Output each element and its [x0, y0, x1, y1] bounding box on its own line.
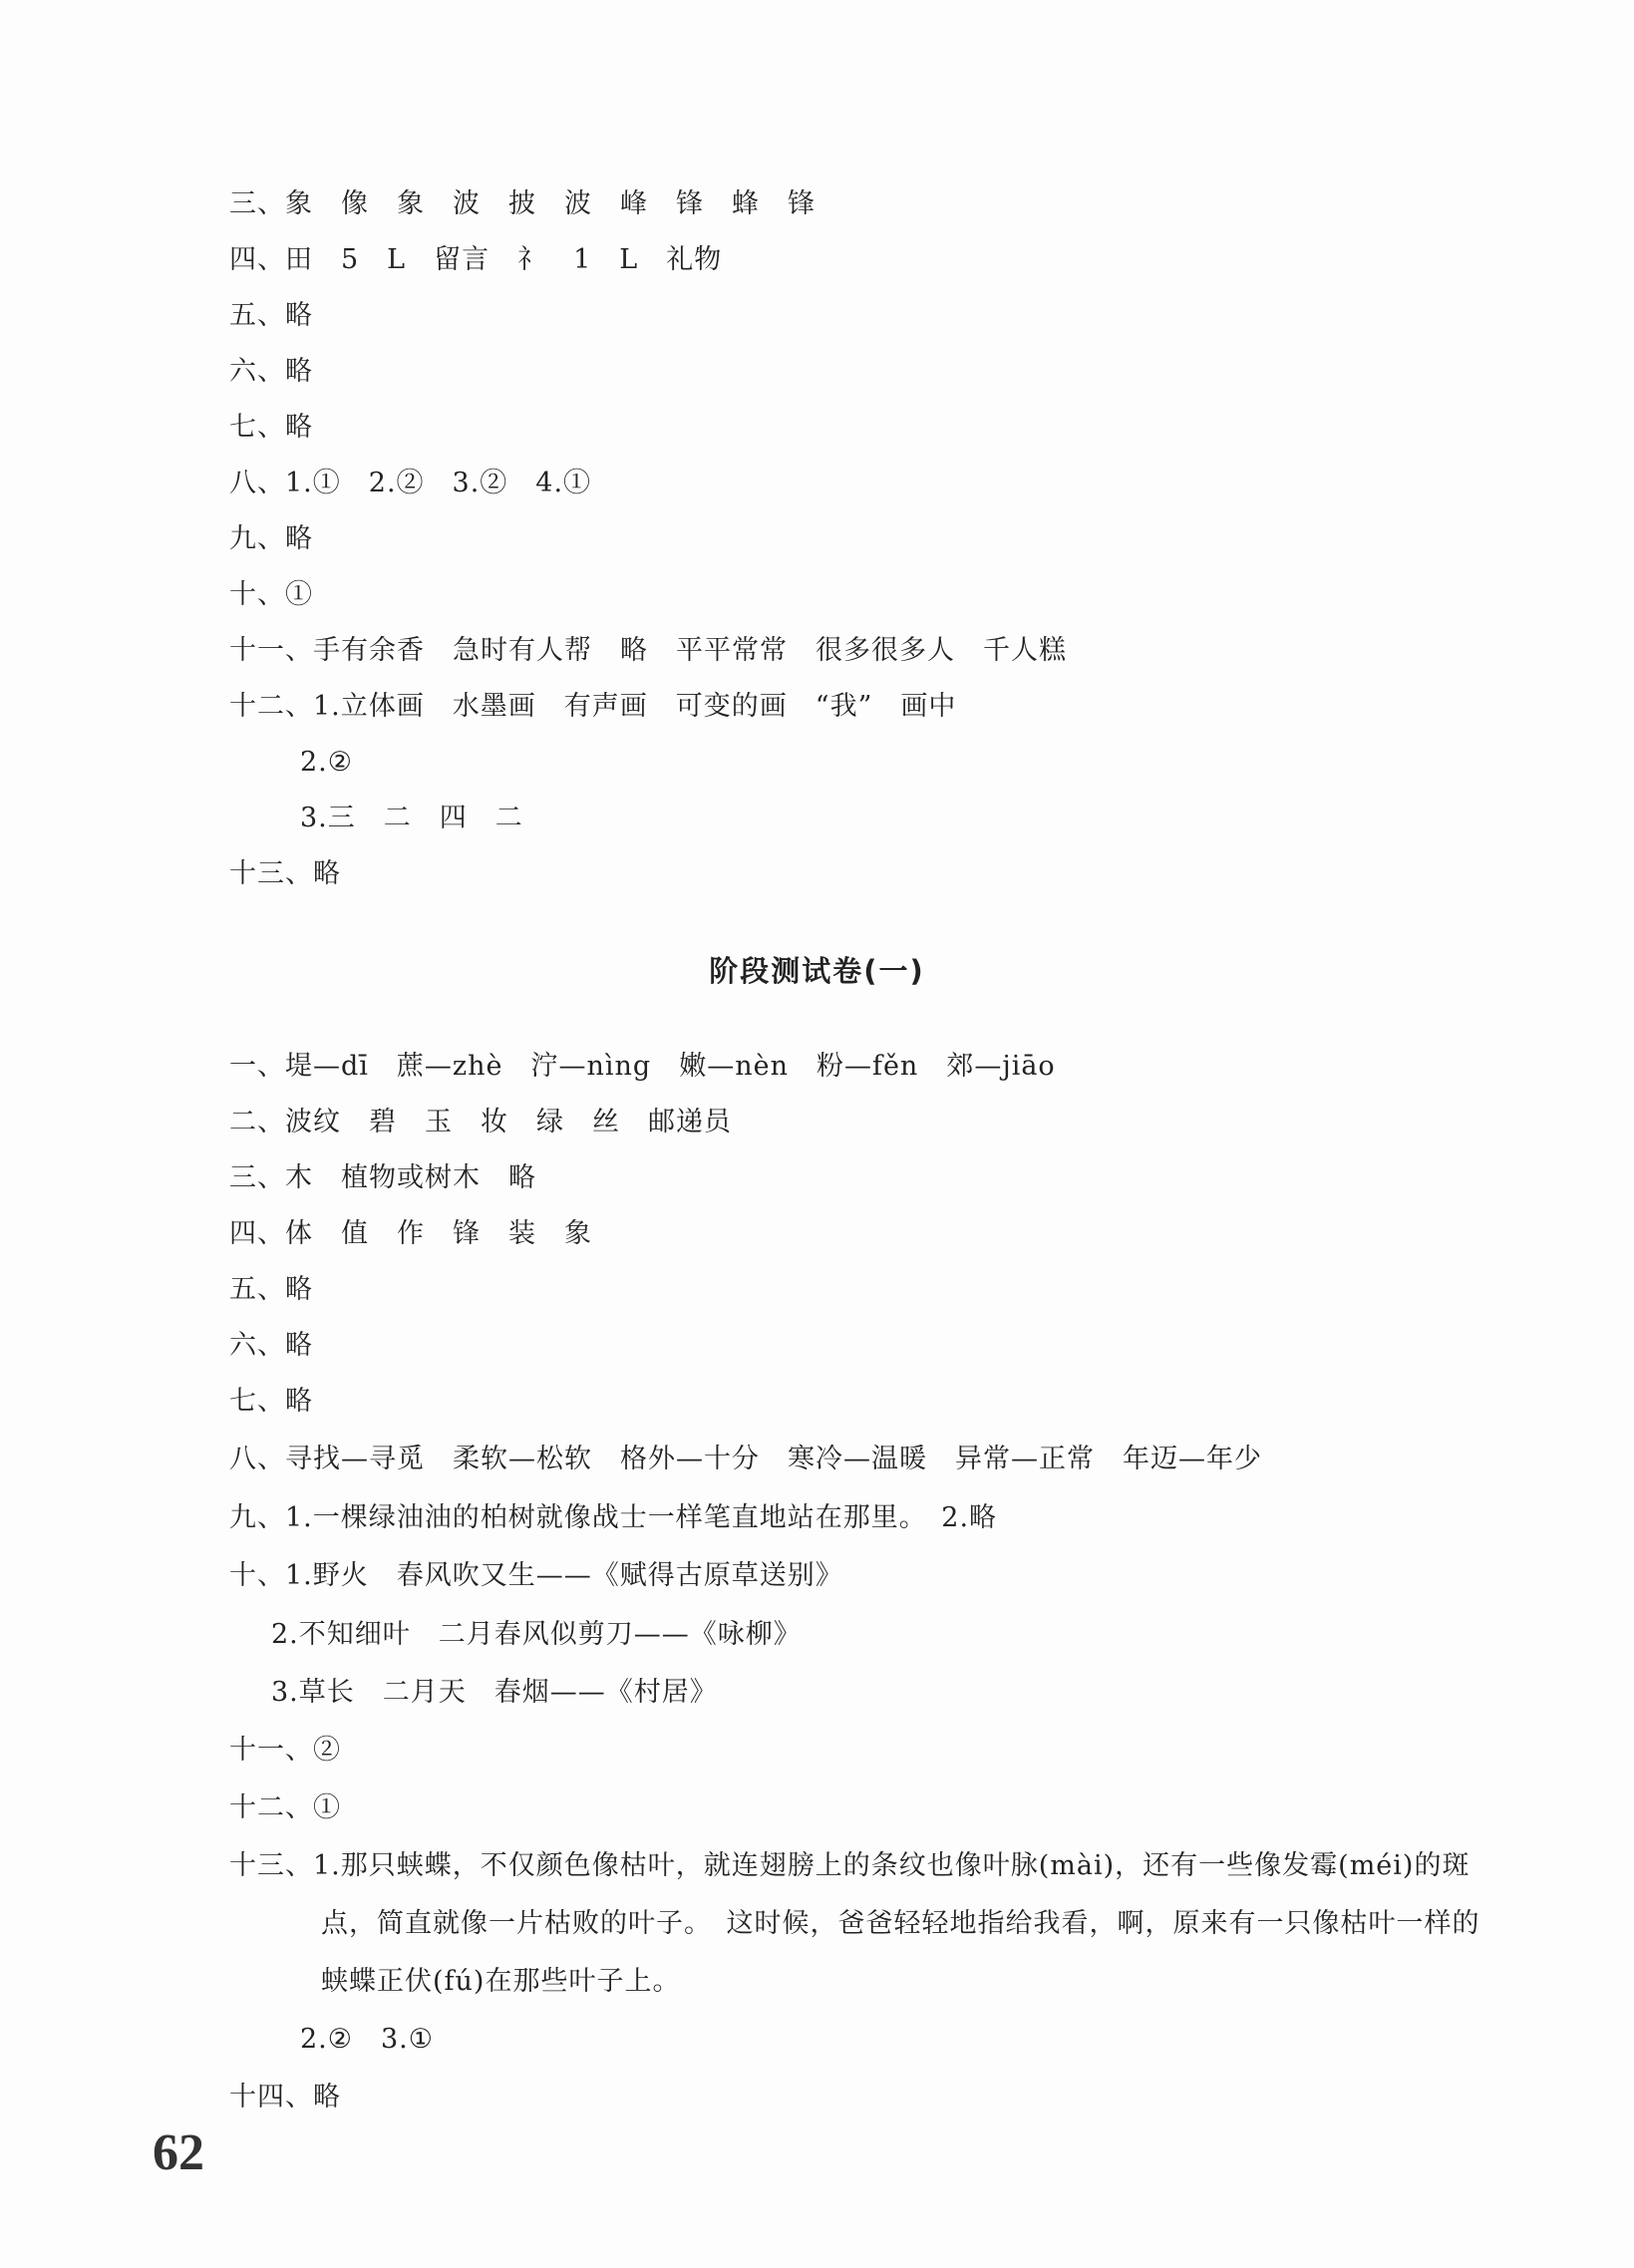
- test-line-3: 三、木 植物或树木 略: [229, 1162, 536, 1193]
- test-line-12: 十二、①: [229, 1792, 341, 1823]
- test-line-13-sub: 2.② 3.①: [300, 2024, 434, 2055]
- answer-line-11: 十一、手有余香 急时有人帮 略 平平常常 很多很多人 千人糕: [229, 635, 1067, 666]
- answer-line-12-3: 3.三 二 四 二: [300, 803, 523, 833]
- test-line-7: 七、略: [229, 1386, 313, 1417]
- test-line-13-1: 十三、1.那只蛱蝶，不仅颜色像枯叶，就连翅膀上的条纹也像叶脉(mài)，还有一些像发霉(méi)的斑: [229, 1850, 1471, 1881]
- test-line-5: 五、略: [229, 1274, 313, 1305]
- test-line-10-2: 2.不知细叶 二月春风似剪刀——《咏柳》: [271, 1619, 802, 1650]
- answer-line-7: 七、略: [229, 412, 313, 443]
- answer-line-12-2: 2.②: [300, 747, 353, 778]
- answer-line-6: 六、略: [229, 356, 313, 387]
- test-line-10: 十、1.野火 春风吹又生——《赋得古原草送别》: [229, 1560, 843, 1591]
- section-title: 阶段测试卷(一): [709, 954, 925, 988]
- test-line-1: 一、堤—dī 蔗—zhè 泞—nìng 嫩—nèn 粉—fěn 郊—jiāo: [229, 1051, 1056, 1082]
- answer-line-9: 九、略: [229, 523, 313, 554]
- answer-line-4: 四、田 5 L 留言 礻 1 L 礼物: [229, 244, 723, 275]
- test-line-4: 四、体 值 作 锋 装 象: [229, 1218, 592, 1249]
- answer-line-8: 八、1.① 2.② 3.② 4.①: [229, 468, 592, 498]
- answer-line-12: 十二、1.立体画 水墨画 有声画 可变的画 “我” 画中: [229, 691, 957, 722]
- test-line-9: 九、1.一棵绿油油的柏树就像战士一样笔直地站在那里。 2.略: [229, 1502, 998, 1533]
- answer-line-5: 五、略: [229, 300, 313, 331]
- test-line-2: 二、波纹 碧 玉 妆 绿 丝 邮递员: [229, 1107, 732, 1137]
- test-line-14: 十四、略: [229, 2082, 341, 2112]
- answer-line-13: 十三、略: [229, 858, 341, 889]
- answer-line-10: 十、①: [229, 579, 313, 610]
- answer-line-3: 三、象 像 象 波 披 波 峰 锋 蜂 锋: [229, 188, 816, 219]
- test-line-13-2: 点，简直就像一片枯败的叶子。 这时候，爸爸轻轻地指给我看，啊，原来有一只像枯叶一样的: [321, 1908, 1480, 1939]
- page-number: 62: [153, 2124, 204, 2181]
- test-line-11: 十一、②: [229, 1735, 341, 1766]
- test-line-13-3: 蛱蝶正伏(fú)在那些叶子上。: [321, 1966, 681, 1997]
- test-line-6: 六、略: [229, 1330, 313, 1361]
- test-line-10-3: 3.草长 二月天 春烟——《村居》: [271, 1677, 718, 1708]
- test-line-8: 八、寻找—寻觅 柔软—松软 格外—十分 寒冷—温暖 异常—正常 年迈—年少: [229, 1444, 1262, 1474]
